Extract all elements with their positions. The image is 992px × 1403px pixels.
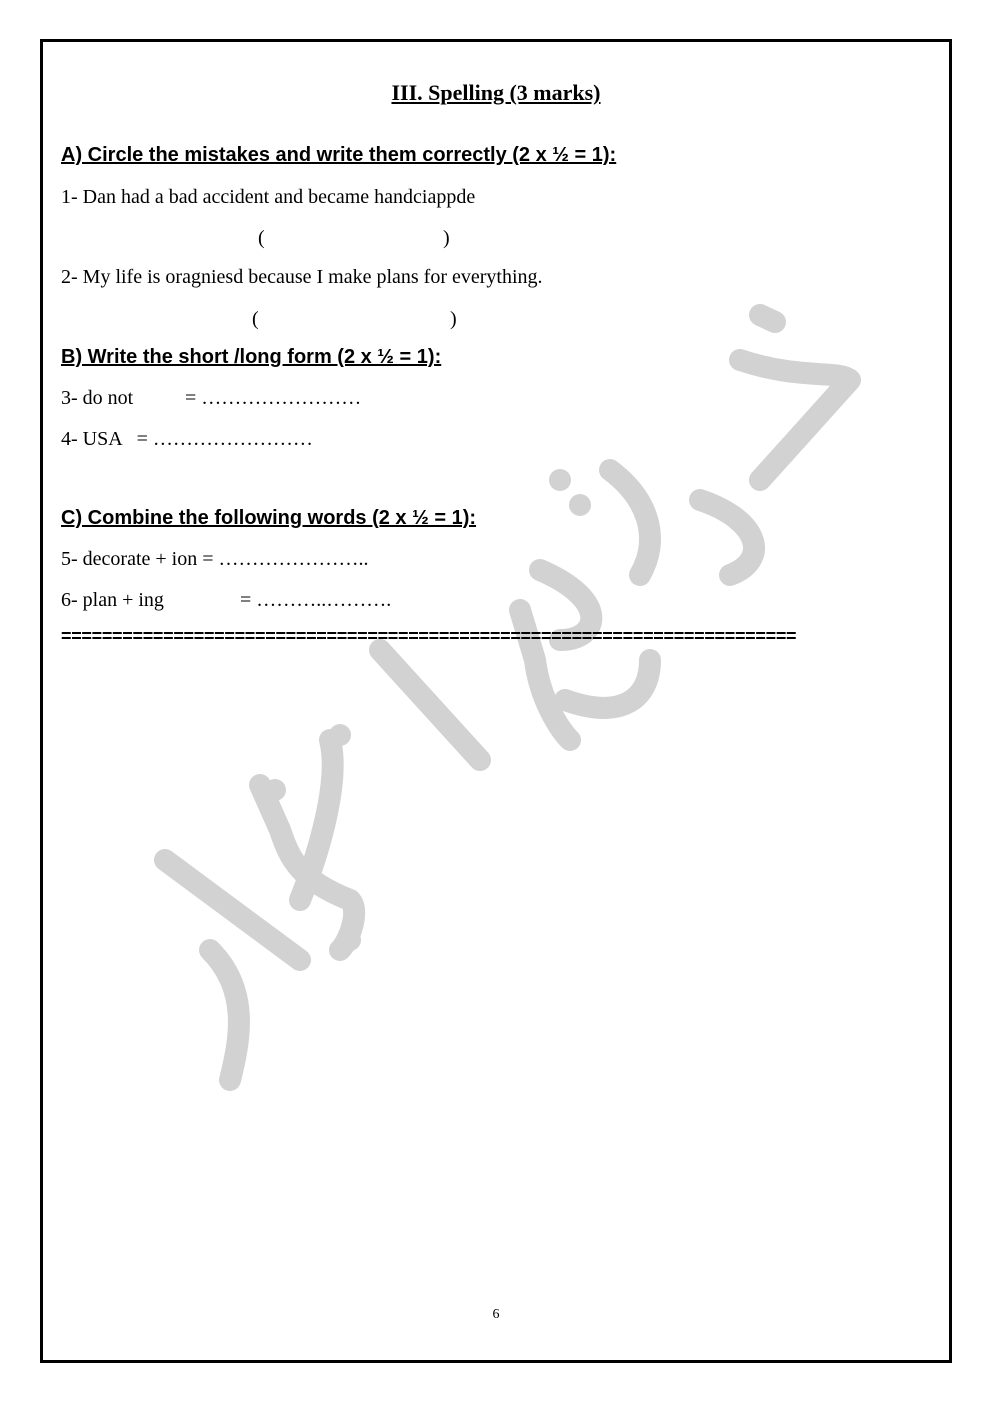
question-6-answer-blank: = ………..………. — [240, 589, 392, 611]
question-3-answer-blank: = …………………… — [185, 387, 362, 409]
question-4: 4- USA = …………………… — [61, 428, 313, 450]
section-b-heading: B) Write the short /long form (2 x ½ = 1): — [61, 346, 442, 368]
answer-1-open-paren: ( — [258, 227, 265, 249]
question-3-label: 3- do not — [61, 387, 134, 409]
answer-1-close-paren: ) — [443, 227, 450, 249]
section-separator: ======================================================================== — [61, 626, 797, 646]
answer-2-close-paren: ) — [450, 308, 457, 330]
question-2: 2- My life is oragniesd because I make plans for everything. — [61, 266, 543, 288]
question-6-label: 6- plan + ing — [61, 589, 164, 611]
page-number: 6 — [492, 1307, 500, 1322]
question-1: 1- Dan had a bad accident and became handciappde — [61, 186, 476, 208]
page-title: III. Spelling (3 marks) — [391, 80, 601, 105]
section-a-heading: A) Circle the mistakes and write them correctly (2 x ½ = 1): — [61, 144, 617, 166]
answer-2-open-paren: ( — [252, 308, 259, 330]
section-c-heading: C) Combine the following words (2 x ½ = 1): — [61, 507, 477, 529]
question-5: 5- decorate + ion = ………………….. — [61, 548, 369, 570]
